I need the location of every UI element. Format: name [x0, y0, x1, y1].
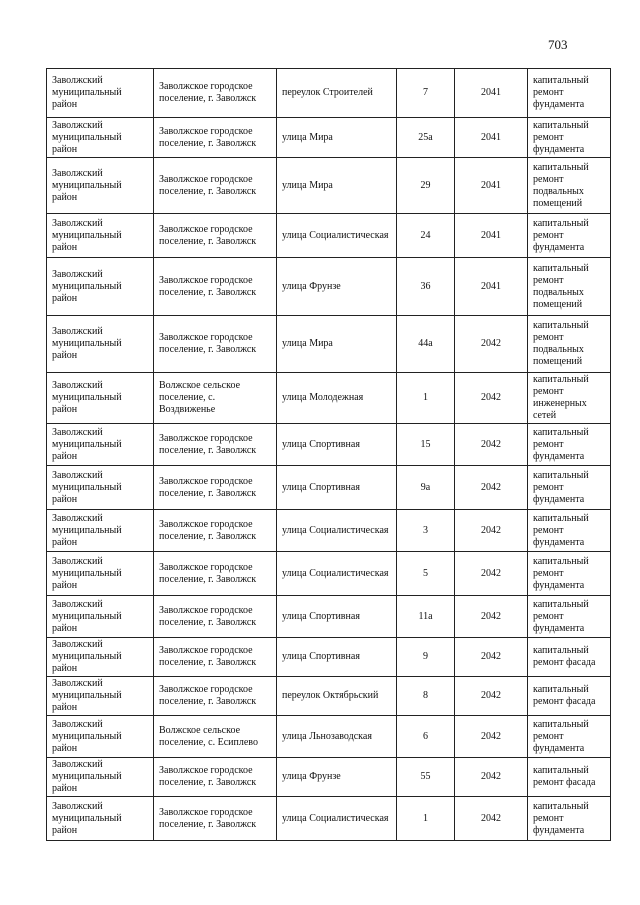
settlement-cell: Заволжское городское поселение, г. Заволжск — [154, 797, 277, 841]
planned-year-cell: 2041 — [455, 258, 528, 316]
table-row — [47, 69, 611, 118]
planned-year-cell: 2042 — [455, 758, 528, 797]
table-row — [47, 758, 611, 797]
house-number-cell: 15 — [397, 424, 455, 466]
table-row — [47, 596, 611, 638]
house-number-cell: 55 — [397, 758, 455, 797]
settlement-cell: Заволжское городское поселение, г. Заволжск — [154, 758, 277, 797]
work-type-cell: капитальный ремонт инженерных сетей — [528, 373, 611, 424]
street-cell: улица Спортивная — [277, 596, 397, 638]
work-type-cell: капитальный ремонт фундамента — [528, 69, 611, 118]
house-number-cell: 9а — [397, 466, 455, 510]
work-type-cell: капитальный ремонт фасада — [528, 638, 611, 677]
street-cell: улица Социалистическая — [277, 214, 397, 258]
settlement-cell: Заволжское городское поселение, г. Заволжск — [154, 118, 277, 158]
planned-year-cell: 2042 — [455, 638, 528, 677]
planned-year-cell: 2041 — [455, 214, 528, 258]
settlement-cell: Заволжское городское поселение, г. Заволжск — [154, 158, 277, 214]
page-number: 703 — [548, 37, 568, 52]
settlement-cell: Заволжское городское поселение, г. Заволжск — [154, 214, 277, 258]
street-cell: улица Спортивная — [277, 466, 397, 510]
house-number-cell: 25а — [397, 118, 455, 158]
street-cell: переулок Строителей — [277, 69, 397, 118]
district-cell: Заволжский муниципальный район — [47, 716, 154, 758]
house-number-cell: 11а — [397, 596, 455, 638]
planned-year-cell: 2042 — [455, 677, 528, 716]
house-number-cell: 9 — [397, 638, 455, 677]
planned-year-cell: 2042 — [455, 716, 528, 758]
work-type-cell: капитальный ремонт фундамента — [528, 118, 611, 158]
district-cell: Заволжский муниципальный район — [47, 424, 154, 466]
table-row — [47, 466, 611, 510]
district-cell: Заволжский муниципальный район — [47, 258, 154, 316]
planned-year-cell: 2042 — [455, 510, 528, 552]
street-cell: улица Спортивная — [277, 424, 397, 466]
table-row — [47, 158, 611, 214]
table-row — [47, 677, 611, 716]
planned-year-cell: 2042 — [455, 797, 528, 841]
table-row — [47, 316, 611, 373]
planned-year-cell: 2041 — [455, 69, 528, 118]
street-cell: улица Льнозаводская — [277, 716, 397, 758]
settlement-cell: Заволжское городское поселение, г. Заволжск — [154, 466, 277, 510]
settlement-cell: Заволжское городское поселение, г. Заволжск — [154, 552, 277, 596]
house-number-cell: 8 — [397, 677, 455, 716]
table-row — [47, 118, 611, 158]
street-cell: улица Молодежная — [277, 373, 397, 424]
table-row — [47, 638, 611, 677]
street-cell: улица Мира — [277, 118, 397, 158]
district-cell: Заволжский муниципальный район — [47, 373, 154, 424]
settlement-cell: Заволжское городское поселение, г. Заволжск — [154, 638, 277, 677]
street-cell: улица Фрунзе — [277, 258, 397, 316]
district-cell: Заволжский муниципальный район — [47, 677, 154, 716]
district-cell: Заволжский муниципальный район — [47, 69, 154, 118]
street-cell: улица Социалистическая — [277, 552, 397, 596]
street-cell: улица Социалистическая — [277, 797, 397, 841]
district-cell: Заволжский муниципальный район — [47, 797, 154, 841]
planned-year-cell: 2042 — [455, 373, 528, 424]
house-number-cell: 6 — [397, 716, 455, 758]
work-type-cell: капитальный ремонт подвальных помещений — [528, 316, 611, 373]
work-type-cell: капитальный ремонт фасада — [528, 758, 611, 797]
work-type-cell: капитальный ремонт подвальных помещений — [528, 258, 611, 316]
settlement-cell: Заволжское городское поселение, г. Заволжск — [154, 316, 277, 373]
house-number-cell: 44а — [397, 316, 455, 373]
table-row — [47, 797, 611, 841]
street-cell: улица Фрунзе — [277, 758, 397, 797]
settlement-cell: Заволжское городское поселение, г. Заволжск — [154, 596, 277, 638]
house-number-cell: 29 — [397, 158, 455, 214]
district-cell: Заволжский муниципальный район — [47, 316, 154, 373]
district-cell: Заволжский муниципальный район — [47, 758, 154, 797]
house-number-cell: 5 — [397, 552, 455, 596]
planned-year-cell: 2042 — [455, 316, 528, 373]
planned-year-cell: 2042 — [455, 466, 528, 510]
settlement-cell: Волжское сельское поселение, с. Воздвиженье — [154, 373, 277, 424]
table-row — [47, 552, 611, 596]
table-row — [47, 424, 611, 466]
street-cell: улица Мира — [277, 158, 397, 214]
registry-table — [46, 68, 611, 841]
work-type-cell: капитальный ремонт фундамента — [528, 716, 611, 758]
house-number-cell: 24 — [397, 214, 455, 258]
district-cell: Заволжский муниципальный район — [47, 638, 154, 677]
district-cell: Заволжский муниципальный район — [47, 466, 154, 510]
planned-year-cell: 2042 — [455, 424, 528, 466]
district-cell: Заволжский муниципальный район — [47, 118, 154, 158]
table-row — [47, 214, 611, 258]
street-cell: улица Социалистическая — [277, 510, 397, 552]
work-type-cell: капитальный ремонт фундамента — [528, 424, 611, 466]
district-cell: Заволжский муниципальный район — [47, 214, 154, 258]
settlement-cell: Волжское сельское поселение, с. Есиплево — [154, 716, 277, 758]
table-row — [47, 373, 611, 424]
table-row — [47, 258, 611, 316]
settlement-cell: Заволжское городское поселение, г. Заволжск — [154, 424, 277, 466]
work-type-cell: капитальный ремонт фасада — [528, 677, 611, 716]
district-cell: Заволжский муниципальный район — [47, 510, 154, 552]
settlement-cell: Заволжское городское поселение, г. Заволжск — [154, 677, 277, 716]
planned-year-cell: 2041 — [455, 158, 528, 214]
house-number-cell: 36 — [397, 258, 455, 316]
planned-year-cell: 2041 — [455, 118, 528, 158]
settlement-cell: Заволжское городское поселение, г. Заволжск — [154, 258, 277, 316]
settlement-cell: Заволжское городское поселение, г. Заволжск — [154, 69, 277, 118]
street-cell: переулок Октябрьский — [277, 677, 397, 716]
street-cell: улица Мира — [277, 316, 397, 373]
registry-table-body — [47, 69, 611, 841]
work-type-cell: капитальный ремонт фундамента — [528, 466, 611, 510]
house-number-cell: 1 — [397, 373, 455, 424]
settlement-cell: Заволжское городское поселение, г. Заволжск — [154, 510, 277, 552]
house-number-cell: 7 — [397, 69, 455, 118]
district-cell: Заволжский муниципальный район — [47, 158, 154, 214]
district-cell: Заволжский муниципальный район — [47, 552, 154, 596]
planned-year-cell: 2042 — [455, 596, 528, 638]
work-type-cell: капитальный ремонт фундамента — [528, 510, 611, 552]
table-row — [47, 716, 611, 758]
work-type-cell: капитальный ремонт фундамента — [528, 596, 611, 638]
street-cell: улица Спортивная — [277, 638, 397, 677]
work-type-cell: капитальный ремонт фундамента — [528, 797, 611, 841]
district-cell: Заволжский муниципальный район — [47, 596, 154, 638]
table-row — [47, 510, 611, 552]
house-number-cell: 3 — [397, 510, 455, 552]
work-type-cell: капитальный ремонт подвальных помещений — [528, 158, 611, 214]
work-type-cell: капитальный ремонт фундамента — [528, 552, 611, 596]
house-number-cell: 1 — [397, 797, 455, 841]
planned-year-cell: 2042 — [455, 552, 528, 596]
work-type-cell: капитальный ремонт фундамента — [528, 214, 611, 258]
